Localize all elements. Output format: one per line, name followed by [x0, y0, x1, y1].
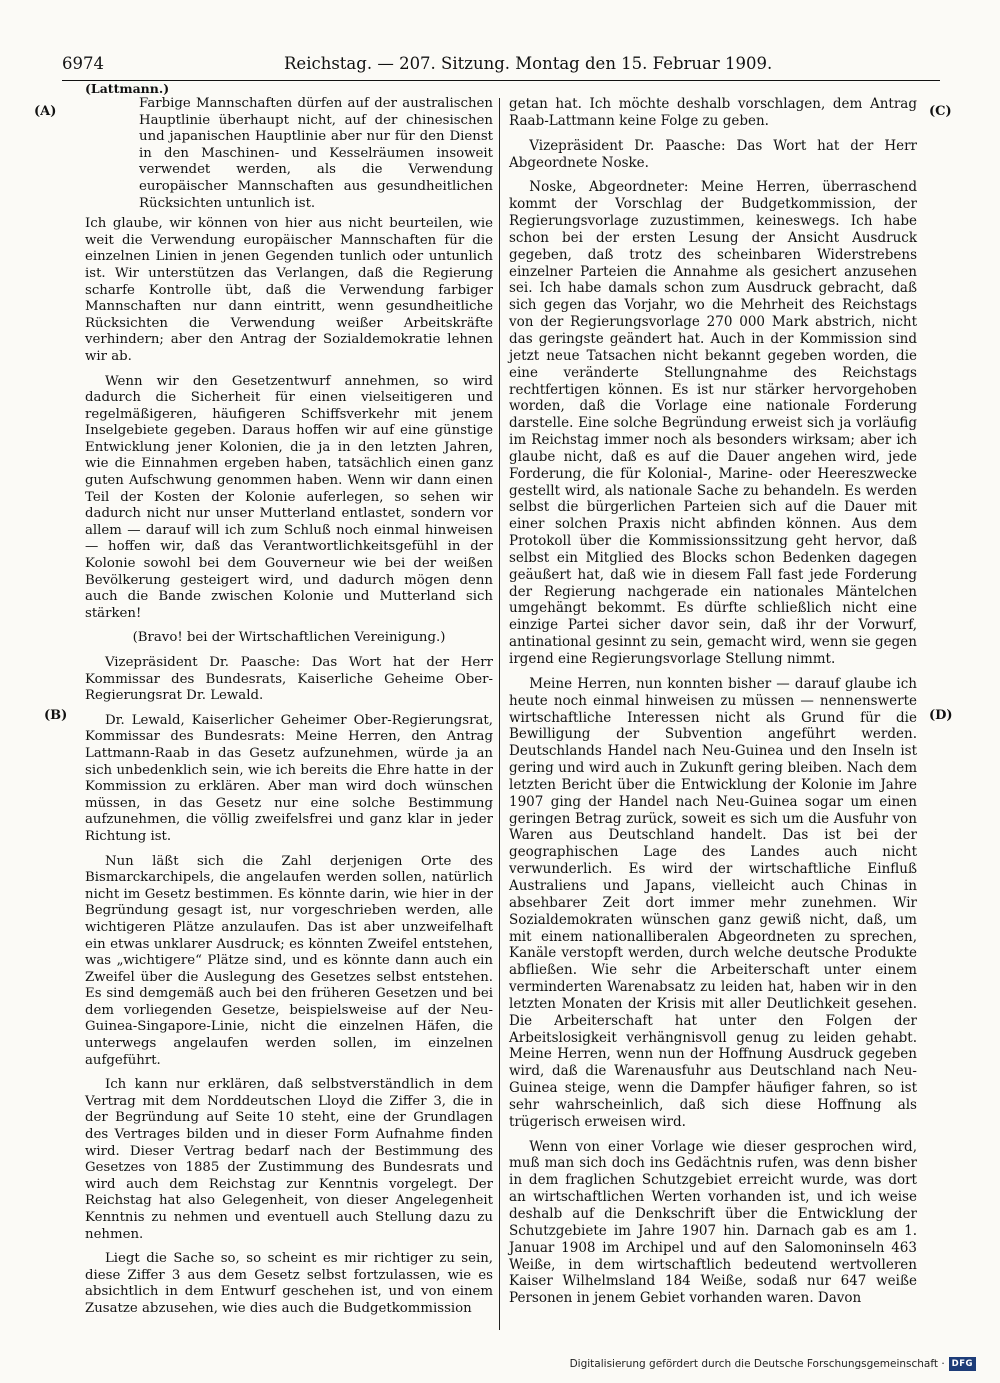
page-number: 6974	[62, 54, 104, 73]
speaker-paragraph: Noske, Abgeordneter: Meine Herren, überraschend kommt der Vorschlag der Budgetkommission, der Regierungsvorlage zuzustimmen, keineswegs. Ich habe schon bei der ersten Lesung der Ansicht Ausdruck gegeben, daß trotz des scheinbaren Widerstrebens einzelner Parteien die Annahme als gesichert anzusehen sei. Ich habe damals schon zum Ausdruck gebracht, daß sich gegen das Vorjahr, wo die Mehrheit des Reichstags von der Regierungsvorlage 270 000 Mark abstrich, nicht das geringste geändert hat. Auch in der Kommission sind jetzt neue Tatsachen nicht bekannt gegeben worden, die eine veränderte Stellungnahme des Reichstags rechtfertigen können. Es ist nur stärker hervorgehoben worden, daß die Vorlage eine nationale Forderung darstelle. Eine solche Begründung erweist sich ja vorläufig im Reichstag immer noch als besonders wirksam; aber ich glaube nicht, daß es auf die Dauer angehen wird, jede Forderung, die für Kolonial-, Marine- oder Heereszwecke gestellt wird, als nationale Sache zu behandeln. Es werden selbst die bürgerlichen Parteien sich auf die Dauer mit einer solchen Praxis nicht abfinden können. Aus dem Protokoll über die Kommissionssitzung geht hervor, daß selbst ein Mitglied des Blocks schon Bedenken dagegen geäußert hat, daß wie in diesem Fall fast jede Forderung der Regierung nachgerade ein nationales Mäntelchen umgehängt bekommt. Es dürfte schließlich nicht eine einzige Partei sicher davor sein, daß ihr der Vorwurf, antinational gesinnt zu sein, gemacht wird, wenn sie gegen irgend eine Regierungsvorlage Stellung nimmt.	[509, 179, 917, 667]
paragraph: Nun läßt sich die Zahl derjenigen Orte des Bismarckarchipels, die angelaufen werden sollen, natürlich nicht im Gesetz bestimmen. Es könnte darin, wie hier in der Begründung gesagt ist, nur vorgeschrieben werden, alle wichtigeren Plätze anzulaufen. Das ist aber unzweifelhaft ein etwas unklarer Ausdruck; es könnten Zweifel entstehen, was „wichtigere“ Plätze sind, und es könnte dann auch ein Zweifel über die Auslegung des Gesetzes selbst entstehen. Es sind demgemäß auch bei den früheren Gesetzen und bei dem vorliegenden Gesetze, beispielsweise auf der Neu-Guinea-Singapore-Linie, nicht die einzelnen Häfen, die unterwegs angelaufen werden sollen, im einzelnen aufgeführt.	[85, 853, 493, 1068]
applause-note: (Bravo! bei der Wirtschaftlichen Vereinigung.)	[132, 630, 446, 646]
footer	[570, 1357, 976, 1371]
speaker-paragraph: Vizepräsident Dr. Paasche: Das Wort hat der Herr Kommissar des Bundesrats, Kaiserliche Geheime Ober-Regierungsrat Dr. Lewald.	[85, 655, 493, 704]
paragraph: Liegt die Sache so, so scheint es mir richtiger zu sein, diese Ziffer 3 aus dem Gesetz selbst fortzulassen, wie es absichtlich in dem Entwurf geschehen ist, und von einem Zusatze abzusehen, wie dies auch die Budgetkommission	[85, 1251, 493, 1316]
column-rule	[499, 98, 500, 1330]
running-title: Reichstag. — 207. Sitzung. Montag den 15. Februar 1909.	[284, 54, 773, 73]
speaker-tag: (Lattmann.)	[85, 81, 170, 96]
margin-mark-a: (A)	[34, 104, 57, 119]
speaker-paragraph: Vizepräsident Dr. Paasche: Das Wort hat der Herr Abgeordnete Noske.	[509, 137, 917, 171]
paragraph: Meine Herren, nun konnten bisher — darauf glaube ich heute noch einmal hinweisen zu müssen — nennenswerte wirtschaftliche Interessen nicht als Grund für die Bewilligung der Subvention angeführt werden. Deutschlands Handel nach Neu-Guinea und den Inseln ist gering und wird auch in Zukunft gering bleiben. Nach dem letzten Bericht über die Entwicklung der Kolonie im Jahre 1907 ging der Handel nach Neu-Guinea sogar um einen geringen Betrag zurück, soweit es sich um die Ausfuhr von Waren aus Deutschland handelt. Das ist bei der geographischen Lage des Landes auch nicht verwunderlich. Es wird der wirtschaftliche Einfluß Australiens und Japans, vielleicht auch Chinas in absehbarer Zeit dort immer mehr zunehmen. Wir Sozialdemokraten wünschen ganz gewiß nicht, daß, um mit einem nationalliberalen Abgeordneten zu sprechen, Kanäle verstopft werden, durch welche deutsche Produkte abfließen. Wie sehr die Arbeiterschaft unter einem verminderten Warenabsatz zu leiden hat, haben wir in den letzten Monaten der Krisis mit aller Deutlichkeit gesehen. Die Arbeiterschaft hat unter den Folgen der Arbeitslosigkeit verhängnisvoll genug zu leiden gehabt. Meine Herren, wenn nun der Hoffnung Ausdruck gegeben wird, daß die Warenausfuhr aus Deutschland nach Neu-Guinea steige, wenn die Dampfer häufiger fahren, so ist sehr wahrscheinlich, daß sich diese Hoffnung als trügerisch erweisen wird.	[509, 675, 917, 1130]
paragraph: Wenn von einer Vorlage wie dieser gesprochen wird, muß man sich doch ins Gedächtnis rufen, was denn bisher in dem fraglichen Schutzgebiet erreicht wurde, was dort an wirtschaftlichen Werten vorhanden ist, und ich weise deshalb auf die Denkschrift über die Entwicklung der Schutzgebiete im Jahre 1907 hin. Darnach gab es am 1. Januar 1908 im Archipel und auf den Salomoninseln 463 Weiße, in dem wirtschaftlich bedeutend wertvolleren Kaiser Wilhelmsland 184 Weiße, sodaß nur 647 weiße Personen in jenem Gebiet vorhanden waren. Davon	[509, 1138, 917, 1307]
right-column	[509, 96, 917, 1315]
page-header	[62, 54, 940, 76]
left-column	[85, 96, 493, 1326]
paragraph: Ich kann nur erklären, daß selbstverständlich in dem Vertrag mit dem Norddeutschen Lloyd die Ziffer 3, die in der Begründung auf Seite 10 steht, eine der Grundlagen des Vertrages bilden und in dieser Form Aufnahme finden wird. Dieser Vertrag bedarf nach der Bestimmung des Gesetzes von 1885 der Zustimmung des Bundesrats und wird auch dem Reichstag zur Kenntnis vorgelegt. Der Reichstag hat also Gelegenheit, von dieser Angelegenheit Kenntnis zu nehmen und eventuell auch Stellung dazu zu nehmen.	[85, 1077, 493, 1242]
paragraph: Ich glaube, wir können von hier aus nicht beurteilen, wie weit die Verwendung europäischer Mannschaften für die einzelnen Linien in jenen Gegenden tunlich oder untunlich ist. Wir unterstützen das Verlangen, daß die Regierung scharfe Kontrolle übt, daß die Verwendung farbiger Mannschaften nur dann eintritt, wenn gesundheitliche Rücksichten die Verwendung weißer Arbeitskräfte verhindern; aber den Antrag der Sozialdemokratie lehnen wir ab.	[85, 216, 493, 364]
footer-text: Digitalisierung gefördert durch die Deutsche Forschungsgemeinschaft ·	[569, 1358, 945, 1370]
dfg-logo: DFG	[949, 1357, 976, 1371]
margin-mark-d: (D)	[929, 708, 953, 723]
margin-mark-c: (C)	[929, 104, 952, 119]
paragraph: getan hat. Ich möchte deshalb vorschlagen, dem Antrag Raab-Lattmann keine Folge zu geben.	[509, 96, 917, 129]
margin-mark-b: (B)	[44, 708, 68, 723]
paragraph: Farbige Mannschaften dürfen auf der australischen Hauptlinie überhaupt nicht, auf der chinesischen und japanischen Hauptlinie aber nur für den Dienst in den Maschinen- und Kesselräumen insoweit verwendet werden, als die Verwendung europäischer Mannschaften aus gesundheitlichen Rücksichten untunlich ist.	[139, 96, 493, 211]
speaker-paragraph: Dr. Lewald, Kaiserlicher Geheimer Ober-Regierungsrat, Kommissar des Bundesrats: Meine Herren, den Antrag Lattmann-Raab in das Gesetz aufzunehmen, würde ja an sich unbedenklich sein, wie ich bereits die Ehre hatte in der Kommission zu erklären. Aber man wird doch wünschen müssen, in das Gesetz nur eine solche Bestimmung aufzunehmen, die völlig zweifelsfrei und ganz klar in jeder Richtung ist.	[85, 712, 493, 844]
header-rule	[62, 80, 940, 81]
paragraph: Wenn wir den Gesetzentwurf annehmen, so wird dadurch die Sicherheit für einen vielseitigeren und regelmäßigeren, häufigeren Schiffsverkehr mit jenem Inselgebiete gegeben. Daraus hoffen wir auf eine günstige Entwicklung jener Kolonien, die ja in den letzten Jahren, wie die Einnahmen ergeben haben, tatsächlich einen ganz guten Aufschwung genommen haben. Wenn wir dann einen Teil der Kosten der Kolonie auferlegen, so sehen wir dadurch nicht nur unser Mutterland entlastet, sondern vor allem — darauf will ich zum Schluß noch einmal hinweisen — hoffen wir, daß das Verantwortlichkeitsgefühl in der Kolonie sowohl bei dem Gouverneur wie bei der weißen Bevölkerung gesteigert wird, und dadurch mögen denn auch die Bande zwischen Kolonie und Mutterland sich stärken!	[85, 373, 493, 621]
